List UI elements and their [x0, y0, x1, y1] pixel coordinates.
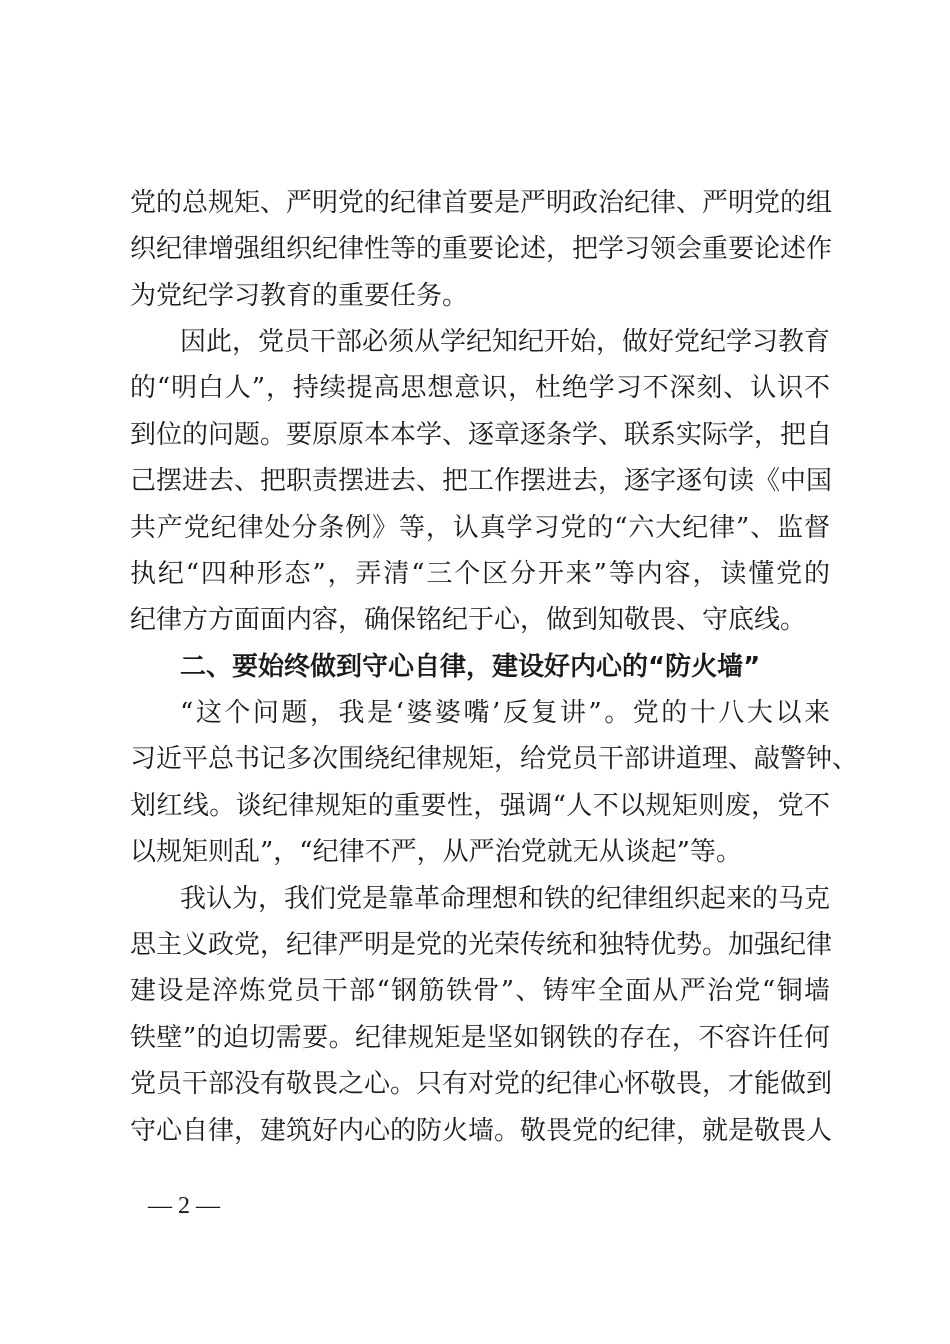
text-line: 党的总规矩、严明党的纪律首要是严明政治纪律、严明党的组: [130, 188, 833, 218]
text-line: 思主义政党，纪律严明是党的光荣传统和独特优势。加强纪律: [130, 930, 833, 960]
text-line: 到位的问题。要原原本本学、逐章逐条学、联系实际学，把自: [130, 420, 833, 450]
text-line: 习近平总书记多次围绕纪律规矩，给党员干部讲道理、敲警钟、: [130, 744, 859, 774]
text-line: 的“明白人”，持续提高思想意识，杜绝学习不深刻、认识不: [130, 373, 830, 403]
text-line: 铁壁”的迫切需要。纪律规矩是坚如钢铁的存在，不容许任何: [130, 1023, 830, 1053]
text-line: 己摆进去、把职责摆进去、把工作摆进去，逐字逐句读《中国: [130, 466, 833, 496]
text-line: 因此，党员干部必须从学纪知纪开始，做好党纪学习教育: [180, 327, 831, 357]
text-line: 纪律方方面面内容，确保铭纪于心，做到知敬畏、守底线。: [130, 605, 807, 635]
text-line: 守心自律，建筑好内心的防火墙。敬畏党的纪律，就是敬畏人: [130, 1116, 833, 1146]
text-line: 为党纪学习教育的重要任务。: [130, 281, 469, 311]
text-line: “这个问题，我是‘婆婆嘴’反复讲”。党的十八大以来: [180, 698, 830, 728]
text-line: 共产党纪律处分条例》等，认真学习党的“六大纪律”、监督: [130, 513, 830, 543]
text-line: 织纪律增强组织纪律性等的重要论述，把学习领会重要论述作: [130, 234, 833, 264]
section-heading: 二、要始终做到守心自律，建设好内心的“防火墙”: [180, 652, 761, 682]
text-line: 划红线。谈纪律规矩的重要性，强调“人不以规矩则废，党不: [130, 791, 830, 821]
text-line: 建设是淬炼党员干部“钢筋铁骨”、铸牢全面从严治党“铜墙: [130, 976, 830, 1006]
text-line: 党员干部没有敬畏之心。只有对党的纪律心怀敬畏，才能做到: [130, 1069, 833, 1099]
text-line: 我认为，我们党是靠革命理想和铁的纪律组织起来的马克: [180, 884, 831, 914]
text-line: 以规矩则乱”，“纪律不严，从严治党就无从谈起”等。: [130, 837, 742, 867]
page-number: — 2 —: [148, 1193, 220, 1219]
text-line: 执纪“四种形态”，弄清“三个区分开来”等内容，读懂党的: [130, 559, 830, 589]
